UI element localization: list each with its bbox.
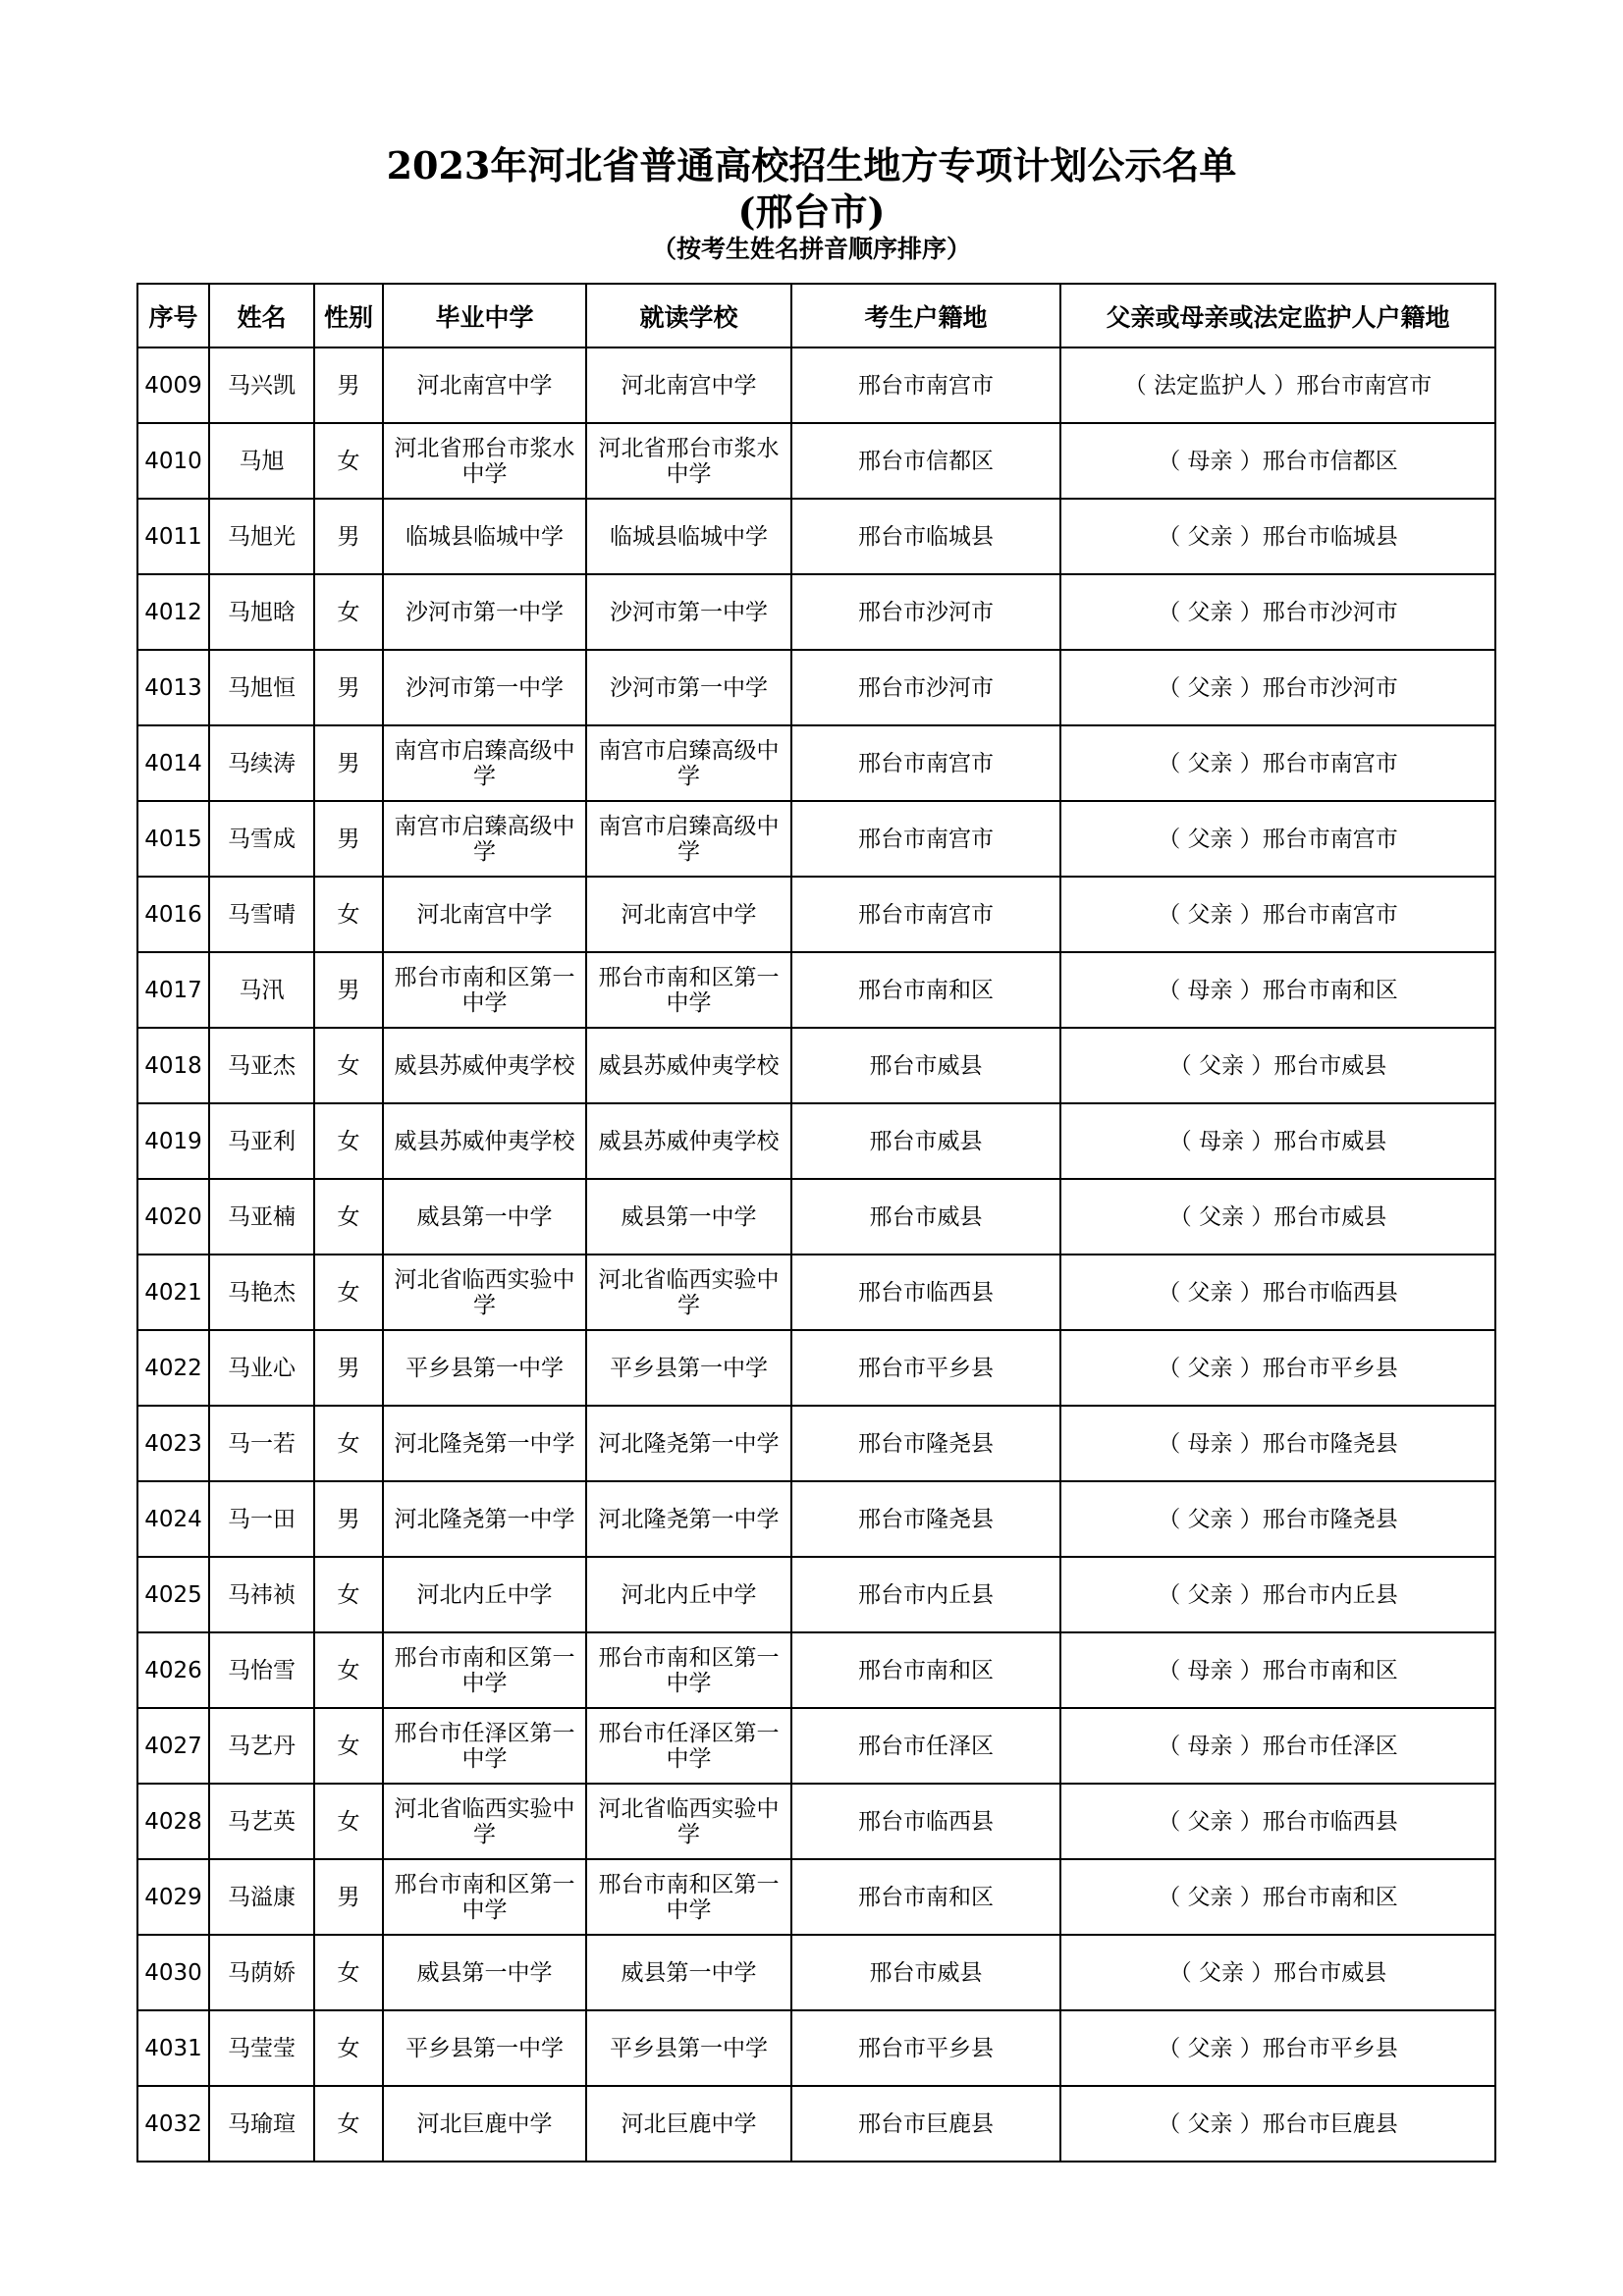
- cell-student-domicile: 邢台市任泽区: [791, 1708, 1060, 1784]
- table-row: [137, 650, 1495, 725]
- cell-graduated-school: 威县苏威仲夷学校: [383, 1103, 586, 1179]
- cell-guardian-domicile: （ 父亲 ）邢台市南和区: [1060, 1859, 1495, 1935]
- cell-graduated-school: 邢台市南和区第一中学: [383, 952, 586, 1028]
- cell-student-domicile: 邢台市隆尧县: [791, 1406, 1060, 1481]
- cell-current-school: 河北省邢台市浆水中学: [586, 423, 791, 499]
- cell-seq: 4022: [137, 1330, 209, 1406]
- cell-graduated-school: 威县第一中学: [383, 1935, 586, 2010]
- cell-seq: 4017: [137, 952, 209, 1028]
- cell-gender: 男: [314, 499, 383, 574]
- cell-gender: 女: [314, 423, 383, 499]
- cell-student-domicile: 邢台市南和区: [791, 1859, 1060, 1935]
- table-row: [137, 2010, 1495, 2086]
- cell-graduated-school: 平乡县第一中学: [383, 1330, 586, 1406]
- cell-graduated-school: 南宫市启臻高级中学: [383, 725, 586, 801]
- cell-graduated-school: 河北省邢台市浆水中学: [383, 423, 586, 499]
- cell-name: 马溢康: [209, 1859, 314, 1935]
- cell-student-domicile: 邢台市威县: [791, 1935, 1060, 2010]
- cell-student-domicile: 邢台市临西县: [791, 1255, 1060, 1330]
- table-header-row: [137, 284, 1495, 347]
- cell-gender: 女: [314, 1557, 383, 1632]
- cell-graduated-school: 邢台市任泽区第一中学: [383, 1708, 586, 1784]
- cell-current-school: 河北隆尧第一中学: [586, 1406, 791, 1481]
- cell-gender: 男: [314, 347, 383, 423]
- table-row: [137, 1935, 1495, 2010]
- cell-gender: 女: [314, 574, 383, 650]
- cell-gender: 男: [314, 1859, 383, 1935]
- cell-guardian-domicile: （ 母亲 ）邢台市隆尧县: [1060, 1406, 1495, 1481]
- cell-guardian-domicile: （ 父亲 ）邢台市南宫市: [1060, 801, 1495, 877]
- cell-gender: 男: [314, 1481, 383, 1557]
- cell-name: 马续涛: [209, 725, 314, 801]
- cell-guardian-domicile: （ 父亲 ）邢台市巨鹿县: [1060, 2086, 1495, 2162]
- cell-gender: 男: [314, 725, 383, 801]
- page-subtitle-sort-note: （按考生姓名拼音顺序排序）: [651, 235, 971, 263]
- header-seq: 序号: [137, 284, 209, 347]
- table-row: [137, 1708, 1495, 1784]
- cell-name: 马旭: [209, 423, 314, 499]
- cell-guardian-domicile: （ 母亲 ）邢台市威县: [1060, 1103, 1495, 1179]
- cell-guardian-domicile: （ 母亲 ）邢台市南和区: [1060, 1632, 1495, 1708]
- cell-student-domicile: 邢台市沙河市: [791, 650, 1060, 725]
- cell-guardian-domicile: （ 母亲 ）邢台市信都区: [1060, 423, 1495, 499]
- cell-current-school: 威县苏威仲夷学校: [586, 1028, 791, 1103]
- cell-gender: 女: [314, 1708, 383, 1784]
- cell-name: 马旭光: [209, 499, 314, 574]
- cell-seq: 4009: [137, 347, 209, 423]
- cell-guardian-domicile: （ 父亲 ）邢台市南宫市: [1060, 877, 1495, 952]
- cell-guardian-domicile: （ 父亲 ）邢台市临西县: [1060, 1784, 1495, 1859]
- cell-graduated-school: 河北省临西实验中学: [383, 1784, 586, 1859]
- table-row: [137, 1179, 1495, 1255]
- table-row: [137, 1330, 1495, 1406]
- table-row: [137, 1557, 1495, 1632]
- cell-graduated-school: 河北隆尧第一中学: [383, 1481, 586, 1557]
- cell-guardian-domicile: （ 父亲 ）邢台市平乡县: [1060, 2010, 1495, 2086]
- cell-name: 马亚杰: [209, 1028, 314, 1103]
- cell-name: 马一若: [209, 1406, 314, 1481]
- cell-gender: 男: [314, 801, 383, 877]
- cell-gender: 女: [314, 1935, 383, 2010]
- cell-current-school: 河北内丘中学: [586, 1557, 791, 1632]
- cell-current-school: 邢台市任泽区第一中学: [586, 1708, 791, 1784]
- cell-name: 马荫娇: [209, 1935, 314, 2010]
- cell-seq: 4029: [137, 1859, 209, 1935]
- cell-current-school: 邢台市南和区第一中学: [586, 1859, 791, 1935]
- cell-graduated-school: 河北巨鹿中学: [383, 2086, 586, 2162]
- header-guardian-domicile: 父亲或母亲或法定监护人户籍地: [1060, 284, 1495, 347]
- cell-name: 马艳杰: [209, 1255, 314, 1330]
- cell-seq: 4013: [137, 650, 209, 725]
- cell-guardian-domicile: （ 父亲 ）邢台市威县: [1060, 1935, 1495, 2010]
- cell-student-domicile: 邢台市临城县: [791, 499, 1060, 574]
- cell-guardian-domicile: （ 父亲 ）邢台市威县: [1060, 1028, 1495, 1103]
- table-row: [137, 347, 1495, 423]
- cell-graduated-school: 河北南宫中学: [383, 347, 586, 423]
- cell-gender: 女: [314, 1179, 383, 1255]
- cell-seq: 4021: [137, 1255, 209, 1330]
- cell-gender: 男: [314, 650, 383, 725]
- cell-current-school: 南宫市启臻高级中学: [586, 801, 791, 877]
- cell-student-domicile: 邢台市南宫市: [791, 877, 1060, 952]
- cell-seq: 4023: [137, 1406, 209, 1481]
- cell-guardian-domicile: （ 父亲 ）邢台市临城县: [1060, 499, 1495, 574]
- page-subtitle-city: (邢台市): [737, 189, 886, 234]
- cell-seq: 4011: [137, 499, 209, 574]
- cell-name: 马旭恒: [209, 650, 314, 725]
- table-row: [137, 801, 1495, 877]
- cell-student-domicile: 邢台市临西县: [791, 1784, 1060, 1859]
- cell-current-school: 威县第一中学: [586, 1179, 791, 1255]
- cell-current-school: 平乡县第一中学: [586, 2010, 791, 2086]
- table-row: [137, 877, 1495, 952]
- table-row: [137, 499, 1495, 574]
- cell-name: 马艺英: [209, 1784, 314, 1859]
- table-row: [137, 574, 1495, 650]
- table-row: [137, 1481, 1495, 1557]
- header-graduated-school: 毕业中学: [383, 284, 586, 347]
- cell-gender: 女: [314, 1632, 383, 1708]
- cell-current-school: 沙河市第一中学: [586, 650, 791, 725]
- cell-graduated-school: 河北省临西实验中学: [383, 1255, 586, 1330]
- cell-student-domicile: 邢台市信都区: [791, 423, 1060, 499]
- header-gender: 性别: [314, 284, 383, 347]
- table-row: [137, 1784, 1495, 1859]
- cell-graduated-school: 沙河市第一中学: [383, 650, 586, 725]
- cell-gender: 女: [314, 1406, 383, 1481]
- page-title: 2023年河北省普通高校招生地方专项计划公示名单: [386, 143, 1237, 187]
- cell-current-school: 邢台市南和区第一中学: [586, 952, 791, 1028]
- cell-guardian-domicile: （ 母亲 ）邢台市任泽区: [1060, 1708, 1495, 1784]
- cell-graduated-school: 威县第一中学: [383, 1179, 586, 1255]
- cell-student-domicile: 邢台市南宫市: [791, 801, 1060, 877]
- cell-name: 马莹莹: [209, 2010, 314, 2086]
- cell-guardian-domicile: （ 父亲 ）邢台市南宫市: [1060, 725, 1495, 801]
- cell-current-school: 威县第一中学: [586, 1935, 791, 2010]
- cell-current-school: 河北省临西实验中学: [586, 1255, 791, 1330]
- header-name: 姓名: [209, 284, 314, 347]
- cell-graduated-school: 河北隆尧第一中学: [383, 1406, 586, 1481]
- cell-current-school: 河北南宫中学: [586, 877, 791, 952]
- cell-student-domicile: 邢台市南宫市: [791, 347, 1060, 423]
- cell-seq: 4020: [137, 1179, 209, 1255]
- cell-seq: 4027: [137, 1708, 209, 1784]
- cell-name: 马旭晗: [209, 574, 314, 650]
- table-row: [137, 952, 1495, 1028]
- cell-guardian-domicile: （ 法定监护人 ）邢台市南宫市: [1060, 347, 1495, 423]
- cell-student-domicile: 邢台市南和区: [791, 1632, 1060, 1708]
- table-row: [137, 725, 1495, 801]
- cell-name: 马兴凯: [209, 347, 314, 423]
- cell-seq: 4030: [137, 1935, 209, 2010]
- cell-name: 马雪晴: [209, 877, 314, 952]
- cell-current-school: 沙河市第一中学: [586, 574, 791, 650]
- cell-seq: 4010: [137, 423, 209, 499]
- cell-gender: 女: [314, 2086, 383, 2162]
- cell-current-school: 南宫市启臻高级中学: [586, 725, 791, 801]
- cell-student-domicile: 邢台市隆尧县: [791, 1481, 1060, 1557]
- cell-guardian-domicile: （ 父亲 ）邢台市平乡县: [1060, 1330, 1495, 1406]
- cell-guardian-domicile: （ 父亲 ）邢台市沙河市: [1060, 574, 1495, 650]
- cell-name: 马亚楠: [209, 1179, 314, 1255]
- cell-seq: 4014: [137, 725, 209, 801]
- cell-student-domicile: 邢台市威县: [791, 1028, 1060, 1103]
- cell-current-school: 河北隆尧第一中学: [586, 1481, 791, 1557]
- cell-guardian-domicile: （ 父亲 ）邢台市隆尧县: [1060, 1481, 1495, 1557]
- table-row: [137, 1028, 1495, 1103]
- cell-name: 马怡雪: [209, 1632, 314, 1708]
- cell-name: 马汛: [209, 952, 314, 1028]
- cell-name: 马亚利: [209, 1103, 314, 1179]
- cell-current-school: 河北南宫中学: [586, 347, 791, 423]
- cell-graduated-school: 邢台市南和区第一中学: [383, 1632, 586, 1708]
- cell-seq: 4031: [137, 2010, 209, 2086]
- cell-gender: 女: [314, 1255, 383, 1330]
- cell-current-school: 河北巨鹿中学: [586, 2086, 791, 2162]
- roster-table: [136, 283, 1496, 2163]
- cell-student-domicile: 邢台市南宫市: [791, 725, 1060, 801]
- table-row: [137, 2086, 1495, 2162]
- cell-current-school: 临城县临城中学: [586, 499, 791, 574]
- cell-current-school: 河北省临西实验中学: [586, 1784, 791, 1859]
- table-row: [137, 1859, 1495, 1935]
- cell-gender: 男: [314, 1330, 383, 1406]
- cell-seq: 4018: [137, 1028, 209, 1103]
- cell-graduated-school: 河北南宫中学: [383, 877, 586, 952]
- cell-current-school: 邢台市南和区第一中学: [586, 1632, 791, 1708]
- cell-student-domicile: 邢台市内丘县: [791, 1557, 1060, 1632]
- cell-student-domicile: 邢台市巨鹿县: [791, 2086, 1060, 2162]
- header-current-school: 就读学校: [586, 284, 791, 347]
- cell-guardian-domicile: （ 父亲 ）邢台市内丘县: [1060, 1557, 1495, 1632]
- cell-name: 马瑜瑄: [209, 2086, 314, 2162]
- cell-gender: 女: [314, 1784, 383, 1859]
- cell-student-domicile: 邢台市威县: [791, 1179, 1060, 1255]
- cell-guardian-domicile: （ 父亲 ）邢台市沙河市: [1060, 650, 1495, 725]
- cell-seq: 4025: [137, 1557, 209, 1632]
- cell-graduated-school: 临城县临城中学: [383, 499, 586, 574]
- table-body: [137, 347, 1495, 2162]
- cell-graduated-school: 河北内丘中学: [383, 1557, 586, 1632]
- cell-name: 马雪成: [209, 801, 314, 877]
- cell-name: 马业心: [209, 1330, 314, 1406]
- table-row: [137, 423, 1495, 499]
- cell-graduated-school: 平乡县第一中学: [383, 2010, 586, 2086]
- cell-student-domicile: 邢台市南和区: [791, 952, 1060, 1028]
- cell-gender: 女: [314, 877, 383, 952]
- cell-graduated-school: 邢台市南和区第一中学: [383, 1859, 586, 1935]
- table-row: [137, 1632, 1495, 1708]
- cell-seq: 4026: [137, 1632, 209, 1708]
- table-row: [137, 1255, 1495, 1330]
- cell-guardian-domicile: （ 父亲 ）邢台市临西县: [1060, 1255, 1495, 1330]
- cell-seq: 4019: [137, 1103, 209, 1179]
- cell-name: 马一田: [209, 1481, 314, 1557]
- cell-student-domicile: 邢台市平乡县: [791, 1330, 1060, 1406]
- cell-gender: 男: [314, 952, 383, 1028]
- cell-seq: 4024: [137, 1481, 209, 1557]
- table-row: [137, 1406, 1495, 1481]
- cell-gender: 女: [314, 1028, 383, 1103]
- cell-current-school: 威县苏威仲夷学校: [586, 1103, 791, 1179]
- cell-student-domicile: 邢台市沙河市: [791, 574, 1060, 650]
- cell-seq: 4016: [137, 877, 209, 952]
- header-student-domicile: 考生户籍地: [791, 284, 1060, 347]
- cell-seq: 4032: [137, 2086, 209, 2162]
- cell-name: 马艺丹: [209, 1708, 314, 1784]
- cell-seq: 4012: [137, 574, 209, 650]
- cell-student-domicile: 邢台市威县: [791, 1103, 1060, 1179]
- cell-gender: 女: [314, 1103, 383, 1179]
- cell-guardian-domicile: （ 父亲 ）邢台市威县: [1060, 1179, 1495, 1255]
- cell-graduated-school: 威县苏威仲夷学校: [383, 1028, 586, 1103]
- cell-gender: 女: [314, 2010, 383, 2086]
- cell-graduated-school: 沙河市第一中学: [383, 574, 586, 650]
- cell-graduated-school: 南宫市启臻高级中学: [383, 801, 586, 877]
- cell-seq: 4028: [137, 1784, 209, 1859]
- cell-guardian-domicile: （ 母亲 ）邢台市南和区: [1060, 952, 1495, 1028]
- cell-current-school: 平乡县第一中学: [586, 1330, 791, 1406]
- cell-name: 马祎祯: [209, 1557, 314, 1632]
- cell-student-domicile: 邢台市平乡县: [791, 2010, 1060, 2086]
- table-row: [137, 1103, 1495, 1179]
- cell-seq: 4015: [137, 801, 209, 877]
